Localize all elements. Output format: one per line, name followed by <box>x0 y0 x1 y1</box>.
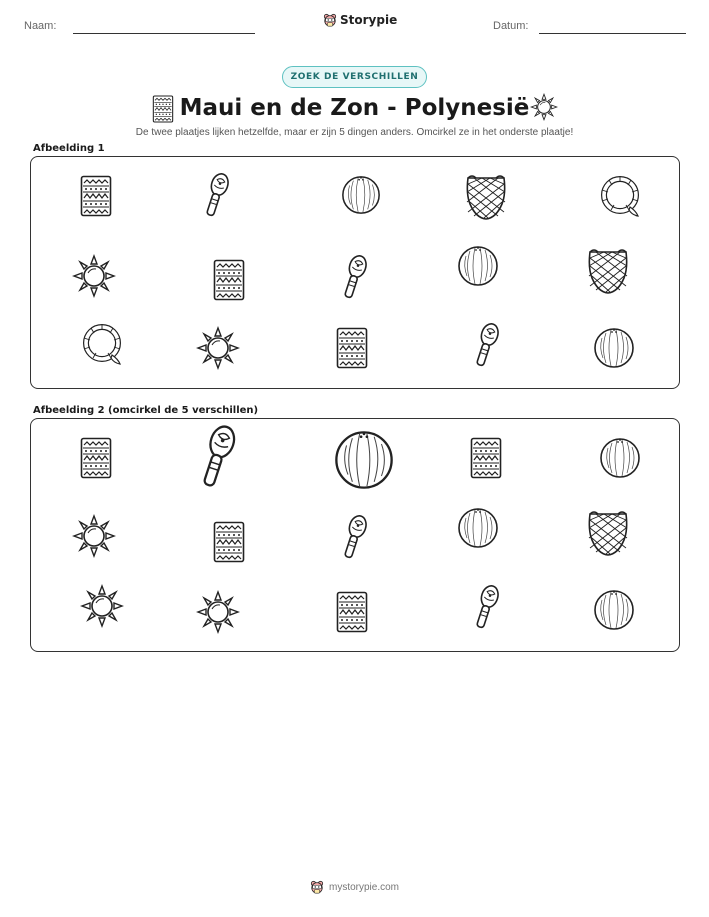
date-field[interactable] <box>539 33 686 34</box>
fishing-net-icon[interactable] <box>584 508 632 558</box>
storypie-bear-icon <box>310 880 324 894</box>
carved-club-icon[interactable] <box>192 424 242 492</box>
activity-badge: ZOEK DE VERSCHILLEN <box>282 66 427 88</box>
coconut-icon[interactable] <box>456 506 500 550</box>
sun-icon <box>530 93 558 121</box>
tapa-cloth-icon[interactable] <box>470 436 502 480</box>
carved-club-icon[interactable] <box>338 514 370 562</box>
brand-logo <box>323 13 397 27</box>
page-title: Maui en de Zon - Polynesië <box>179 95 530 121</box>
coconut-icon[interactable] <box>592 588 636 632</box>
coconut-icon[interactable] <box>332 428 396 492</box>
sun-icon[interactable] <box>196 590 240 634</box>
carved-club-icon[interactable] <box>470 584 502 632</box>
date-label: Datum: <box>493 20 529 32</box>
carved-club-icon <box>338 254 370 302</box>
instructions: De twee plaatjes lijken hetzelfde, maar er zijn 5 dingen anders. Omcirkel ze in het onderste plaatje! <box>135 127 574 138</box>
carved-club-icon <box>200 172 232 220</box>
coconut-icon <box>340 174 382 216</box>
fishing-net-icon <box>584 246 632 296</box>
footer <box>0 880 709 894</box>
coconut-icon[interactable] <box>598 436 642 480</box>
coconut-icon <box>456 244 500 288</box>
picture-1-label: Afbeelding 1 <box>33 143 105 154</box>
storypie-bear-icon <box>323 13 337 27</box>
tapa-cloth-icon <box>213 258 245 302</box>
picture-2-label: Afbeelding 2 (omcirkel de 5 verschillen) <box>33 405 259 416</box>
coconut-icon <box>592 326 636 370</box>
brand-name: Storypie <box>340 13 398 27</box>
fishing-net-icon <box>462 172 510 222</box>
tapa-cloth-icon <box>80 174 112 218</box>
title-row <box>0 92 709 124</box>
tapa-cloth-icon[interactable] <box>336 590 368 634</box>
lei-wreath-icon <box>598 174 642 218</box>
tapa-cloth-icon <box>336 326 368 370</box>
name-label: Naam: <box>24 20 57 32</box>
sun-icon[interactable] <box>72 514 116 558</box>
tapa-cloth-icon[interactable] <box>213 520 245 564</box>
carved-club-icon <box>470 322 502 370</box>
footer-url: mystorypie.com <box>328 881 399 893</box>
name-field[interactable] <box>73 33 255 34</box>
lei-wreath-icon <box>80 322 124 366</box>
sun-icon <box>196 326 240 370</box>
tapa-cloth-icon[interactable] <box>80 436 112 480</box>
sun-icon[interactable] <box>80 584 124 628</box>
sun-icon <box>72 254 116 298</box>
